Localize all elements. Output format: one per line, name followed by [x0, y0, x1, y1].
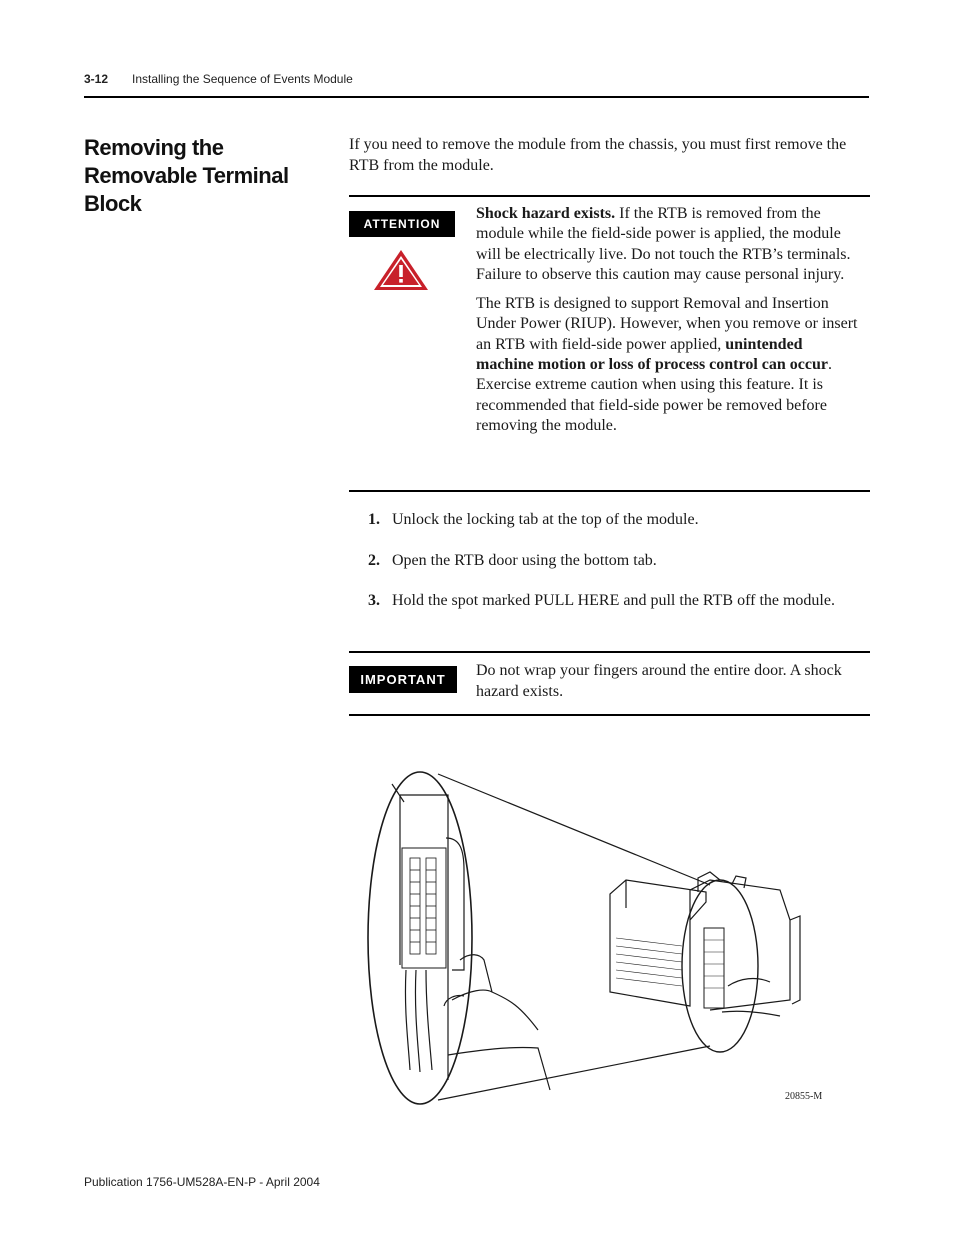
attention-para2-start: The RTB is designed to support Removal and Insertion Under Power (RIUP). However, when you remove or insert an RTB with field-side power applied,	[476, 295, 858, 353]
step-number: 1.	[368, 511, 380, 528]
attention-badge: ATTENTION	[349, 211, 455, 237]
chapter-title: Installing the Sequence of Events Module	[132, 72, 353, 86]
important-text: Do not wrap your fingers around the entire door. A shock hazard exists.	[476, 662, 842, 700]
footer-publication: Publication 1756-UM528A-EN-P - April 2004	[84, 1175, 320, 1189]
attention-para2-bold: unintended machine motion or loss of process control can occur	[476, 335, 828, 374]
attention-bottom-rule	[349, 490, 870, 492]
important-bottom-rule	[349, 714, 870, 716]
step-number: 3.	[368, 592, 380, 609]
important-top-rule	[349, 651, 870, 653]
list-item	[368, 551, 657, 572]
step-number: 2.	[368, 552, 380, 569]
step-text: Open the RTB door using the bottom tab.	[392, 552, 657, 569]
intro-paragraph: If you need to remove the module from the chassis, you must first remove the RTB from the module.	[349, 136, 847, 174]
figure-code: 20855-M	[785, 1091, 823, 1102]
step-text: Unlock the locking tab at the top of the module.	[392, 511, 699, 528]
section-title: Removing the Removable Terminal Block	[84, 135, 289, 216]
header-rule	[84, 96, 869, 98]
step-text: Hold the spot marked PULL HERE and pull the RTB off the module.	[392, 592, 835, 609]
warning-triangle-icon	[372, 248, 430, 292]
important-badge: IMPORTANT	[349, 666, 457, 693]
list-item	[368, 591, 862, 612]
rtb-removal-illustration	[360, 760, 860, 1120]
list-item	[368, 510, 699, 531]
attention-paragraph-1	[476, 204, 862, 285]
attention-text	[476, 204, 862, 445]
attention-bold-lead: Shock hazard exists.	[476, 205, 616, 222]
page-header	[84, 72, 868, 86]
attention-para2-end: . Exercise extreme caution when using this feature. It is recommended that field-side power be removed before removing the module.	[476, 356, 832, 434]
page-number: 3-12	[84, 72, 109, 86]
attention-para1-rest: If the RTB is removed from the module while the field-side power is applied, the module will be electrically live. Do not touch the RTB’s terminals. Failure to observe this caution may cause personal injury.	[476, 205, 851, 283]
attention-paragraph-2	[476, 294, 862, 436]
attention-top-rule	[349, 195, 870, 197]
